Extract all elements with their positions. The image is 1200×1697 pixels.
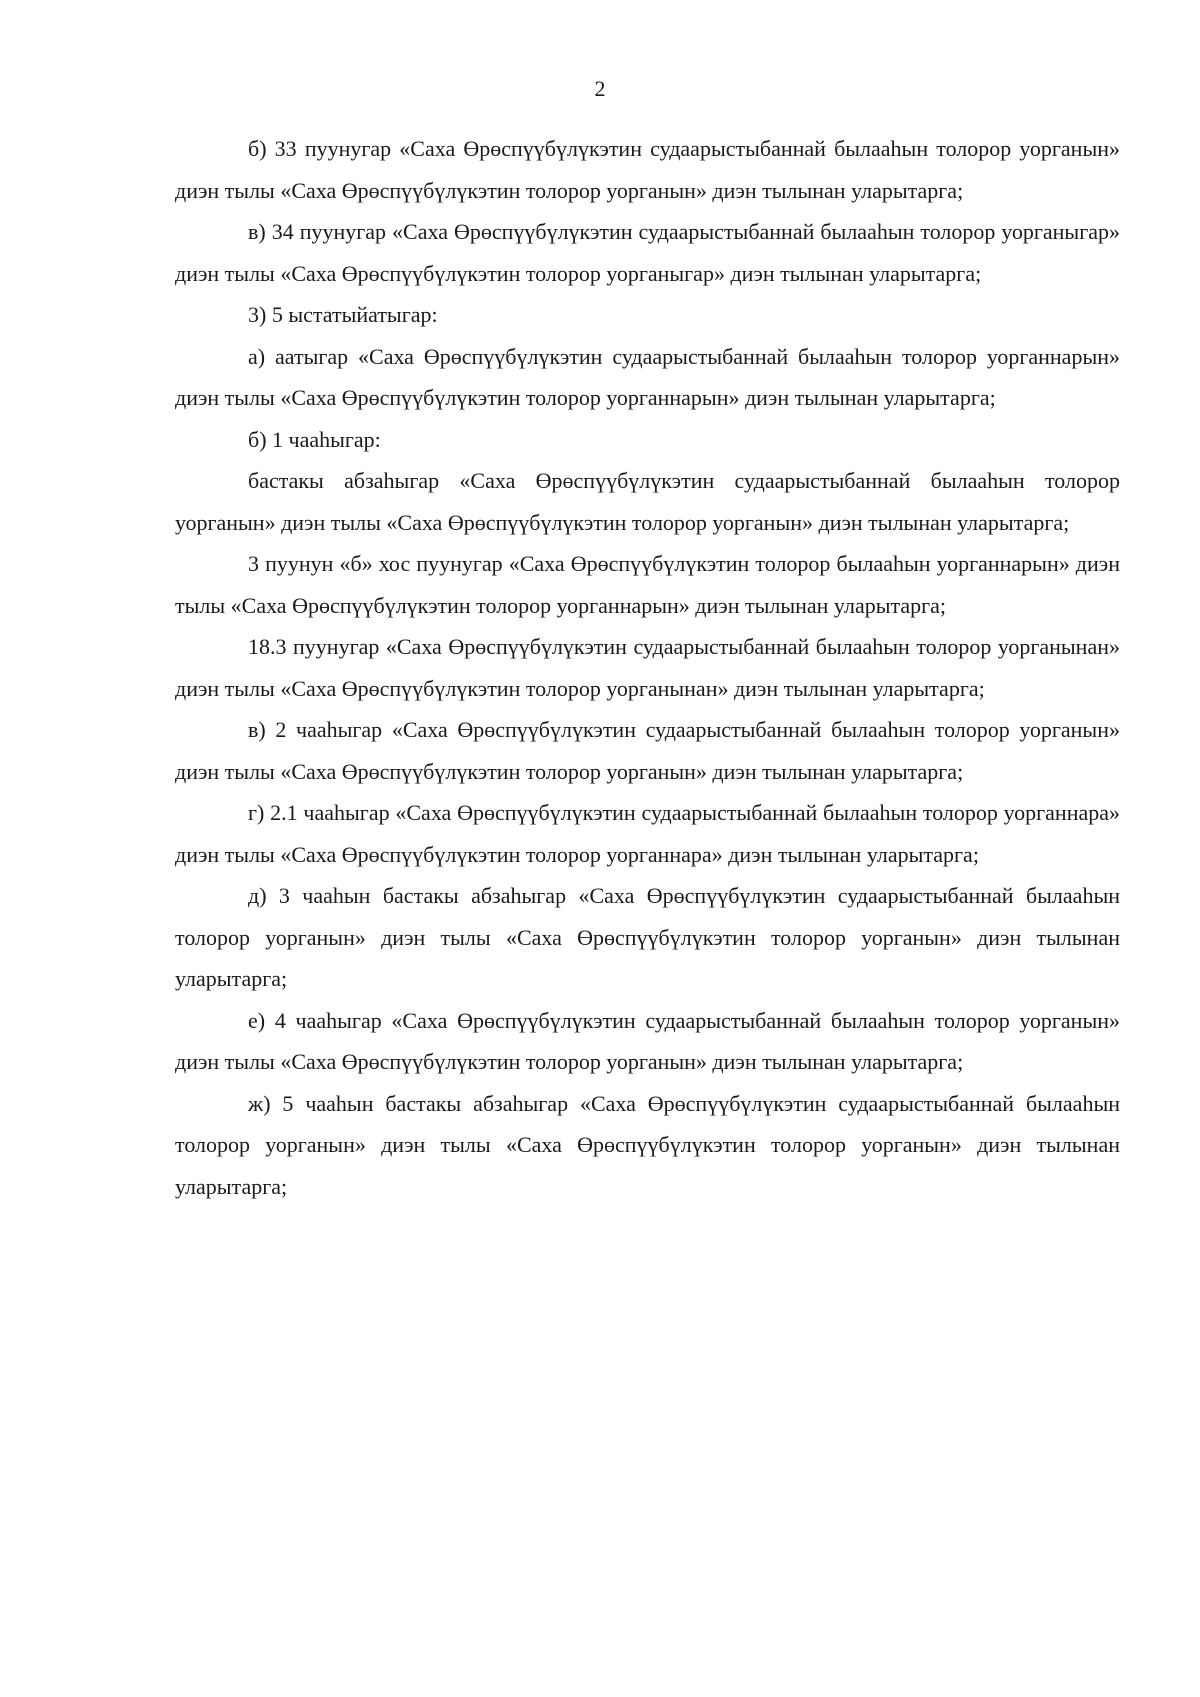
amendment-paragraph: в) 34 пуунугар «Саха Өрөспүүбүлүкэтин судаарыстыбаннай былааһын толорор уорганыгар» диэн тылы «Саха Өрөспүүбүлүкэтин толорор уорганыгар» диэн тылынан уларытарга; bbox=[175, 219, 1120, 286]
amendment-paragraph: бастакы абзаһыгар «Саха Өрөспүүбүлүкэтин судаарыстыбаннай былааһын толорор уорганын» диэн тылы «Саха Өрөспүүбүлүкэтин толорор уорганын» диэн тылынан уларытарга; bbox=[175, 468, 1120, 535]
article-heading: 3) 5 ыстатыйатыгар: bbox=[248, 302, 438, 327]
amendment-paragraph: 18.3 пуунугар «Саха Өрөспүүбүлүкэтин судаарыстыбаннай былааһын толорор уорганынан» диэн тылы «Саха Өрөспүүбүлүкэтин толорор уорганынан» диэн тылынан уларытарга; bbox=[175, 634, 1120, 701]
amendment-paragraph: д) 3 чааһын бастакы абзаһыгар «Саха Өрөспүүбүлүкэтин судаарыстыбаннай былааһын толорор уорганын» диэн тылы «Саха Өрөспүүбүлүкэтин толорор уорганын» диэн тылынан уларытарга; bbox=[175, 883, 1120, 991]
amendment-paragraph: ж) 5 чааһын бастакы абзаһыгар «Саха Өрөспүүбүлүкэтин судаарыстыбаннай былааһын толорор уорганын» диэн тылы «Саха Өрөспүүбүлүкэтин толорор уорганын» диэн тылынан уларытарга; bbox=[175, 1090, 1120, 1199]
amendment-paragraph: г) 2.1 чааһыгар «Саха Өрөспүүбүлүкэтин судаарыстыбаннай былааһын толорор уорганнара» диэн тылы «Саха Өрөспүүбүлүкэтин толорор уорганнара» диэн тылынан уларытарга; bbox=[175, 800, 1120, 867]
amendment-paragraph: б) 33 пуунугар «Саха Өрөспүүбүлүкэтин судаарыстыбаннай былааһын толорор уорганын» диэн тылы «Саха Өрөспүүбүлүкэтин толорор уорганын» диэн тылынан уларытарга; bbox=[175, 136, 1120, 203]
amendment-paragraph: е) 4 чааһыгар «Саха Өрөспүүбүлүкэтин судаарыстыбаннай былааһын толорор уорганын» диэн тылы «Саха Өрөспүүбүлүкэтин толорор уорганын» диэн тылынан уларытарга; bbox=[175, 1007, 1120, 1074]
part-heading: б) 1 чааһыгар: bbox=[248, 426, 381, 452]
amendment-paragraph: а) аатыгар «Саха Өрөспүүбүлүкэтин судаарыстыбаннай былааһын толорор уорганнарын» диэн тылы «Саха Өрөспүүбүлүкэтин толорор уорганнарын» диэн тылынан уларытарга; bbox=[175, 343, 1120, 410]
amendment-paragraph: 3 пуунун «б» хос пуунугар «Саха Өрөспүүбүлүкэтин толорор былааһын уорганнарын» диэн тылы «Саха Өрөспүүбүлүкэтин толорор уорганнарын» диэн тылынан уларытарга; bbox=[175, 551, 1120, 618]
page-number: 2 bbox=[594, 76, 606, 101]
amendment-paragraph: в) 2 чааһыгар «Саха Өрөспүүбүлүкэтин судаарыстыбаннай былааһын толорор уорганын» диэн тылы «Саха Өрөспүүбүлүкэтин толорор уорганын» диэн тылынан уларытарга; bbox=[175, 717, 1120, 784]
document-body bbox=[175, 128, 1120, 1207]
